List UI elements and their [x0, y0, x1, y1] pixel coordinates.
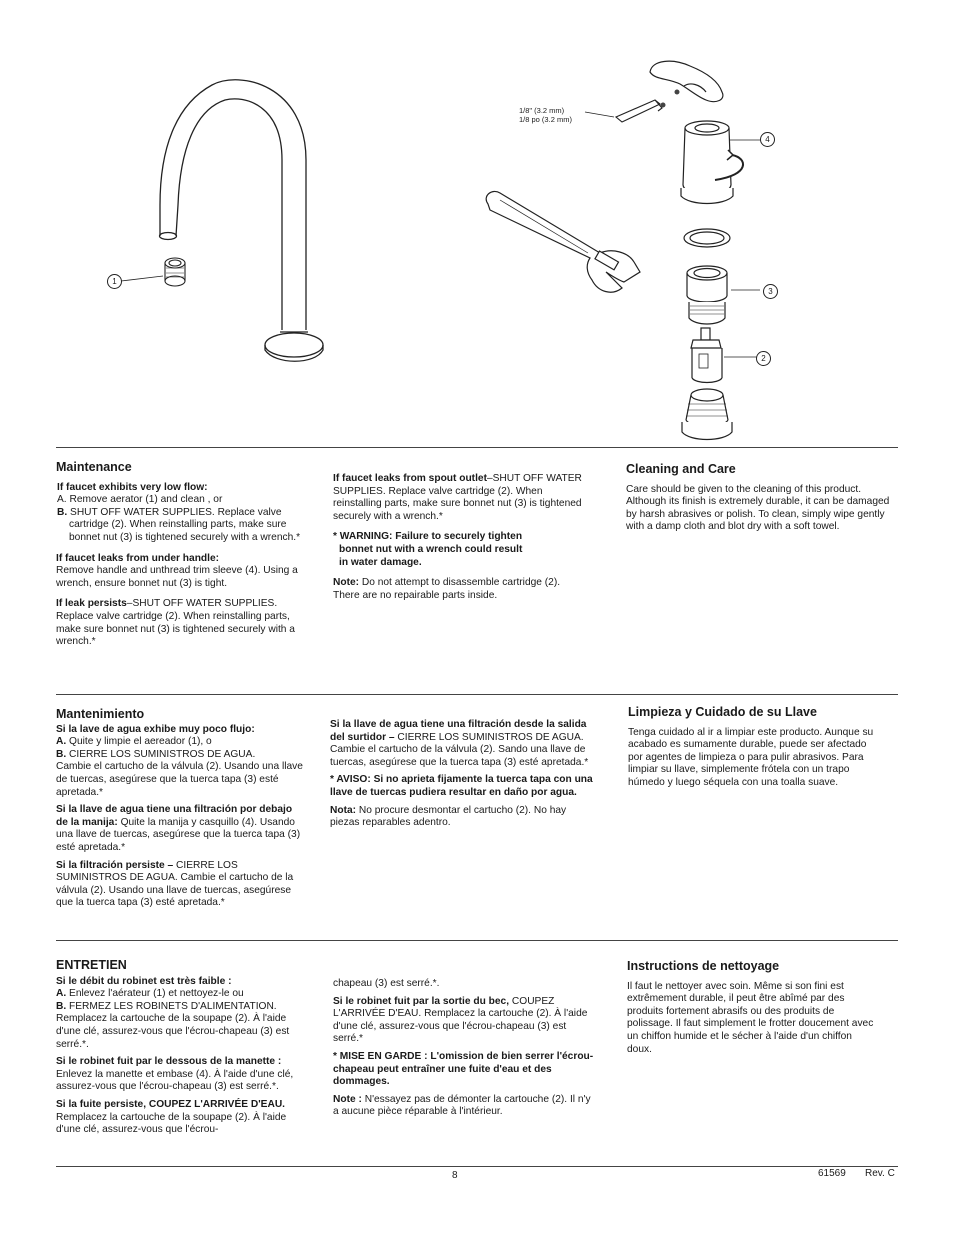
- fr-handle-title: Si le robinet fuit par le dessous de la manette :: [56, 1056, 282, 1068]
- es-warning: * AVISO: Si no aprieta fijamente la tuerca tapa con una llave de tuercas pudiera resultar en daño por agua.: [330, 774, 593, 798]
- doc-number: 61569: [818, 1168, 846, 1179]
- en-low-flow-b-text: SHUT OFF WATER SUPPLIES. Replace valve: [70, 506, 282, 518]
- en-care-column: [626, 463, 898, 540]
- callout-3: 3: [763, 284, 778, 299]
- aerator-illustration: [165, 258, 185, 286]
- allen-wrench-illustration: [616, 100, 662, 122]
- exploded-diagram: [0, 0, 954, 445]
- en-low-flow-b-label: B.: [57, 506, 68, 518]
- es-low-flow-title: Si la lave de agua exhibe muy poco flujo:: [56, 723, 255, 735]
- wrench-size-fr: 1/8 po (3.2 mm): [519, 114, 572, 124]
- callout-2: 2: [756, 351, 771, 366]
- fr-low-flow-b-text: FERMEZ LES ROBINETS D'ALIMENTATION.: [69, 1000, 277, 1012]
- en-maintenance-column: [56, 461, 311, 655]
- en-maintenance-heading: Maintenance: [56, 460, 132, 474]
- spout-illustration: [160, 80, 324, 361]
- page-number: 8: [452, 1170, 458, 1181]
- es-handle-title: Si la llave de agua tiene una filtración por debajo de la manija:: [56, 804, 293, 828]
- es-low-flow-a-label: A.: [56, 736, 67, 748]
- fr-spout-text: COUPEZ L'ARRIVÉE D'EAU. Remplacez la cartouche (2). À l'aide d'une clé, assurez-vous que l'écrou-chapeau (3) est serré.*: [333, 995, 588, 1045]
- en-low-flow-b-cont: cartridge (2). When reinstalling parts, make sure bonnet nut (3) is tightened securely with a wrench.*: [69, 519, 301, 543]
- callout-1: 1: [107, 274, 122, 289]
- es-low-flow-b-label: B.: [56, 748, 67, 760]
- fr-low-flow-a-label: A.: [56, 988, 67, 1000]
- divider-french: [56, 940, 898, 941]
- en-low-flow-title: If faucet exhibits very low flow:: [57, 481, 208, 493]
- fr-persist-title: Si la fuite persiste, COUPEZ L'ARRIVÉE D'EAU.: [56, 1098, 286, 1110]
- es-maintenance-heading: Mantenimiento: [56, 707, 145, 721]
- en-note-label: Note:: [333, 577, 360, 589]
- fr-maintenance-column: [56, 959, 301, 1143]
- es-spout-title: Si la llave de agua tiene una filtración desde la salida del surtidor –: [330, 719, 587, 743]
- trim-sleeve-illustration: [681, 121, 743, 204]
- fr-care-column: [627, 960, 877, 1062]
- fr-persist-text: Remplacez la cartouche de la soupape (2). À l'aide d'une clé, assurez-vous que l'écrou-: [56, 1111, 287, 1136]
- en-handle-title: If faucet leaks from under handle:: [56, 552, 220, 564]
- fr-low-flow-b-label: B.: [56, 1000, 67, 1012]
- fr-note-label: Note :: [333, 1093, 362, 1105]
- en-care-heading: Cleaning and Care: [626, 462, 736, 476]
- revision: Rev. C: [865, 1168, 895, 1179]
- en-persist-title: If leak persists: [56, 598, 127, 610]
- es-persist-text: CIERRE LOS SUMINISTROS DE AGUA. Cambie el cartucho de la válvula (2). Usando una llave de tuercas, asegúrese que la tuerca tapa (3) esté apretada.*: [56, 859, 294, 909]
- en-spout-text: –SHUT OFF WATER SUPPLIES. Replace valve cartridge (2). When reinstalling parts, make sure bonnet nut (3) is tightened securely with a wrench.*: [333, 473, 582, 522]
- en-spout-title: If faucet leaks from spout outlet: [333, 473, 487, 484]
- divider-top: [56, 447, 898, 448]
- es-care-column: [628, 706, 883, 796]
- cartridge-illustration: [691, 328, 722, 383]
- es-note-text: No procure desmontar el cartucho (2). No hay piezas reparables adentro.: [330, 804, 567, 829]
- es-low-flow-b-text: CIERRE LOS SUMINISTROS DE AGUA.: [69, 748, 256, 760]
- en-warning-line2: bonnet nut with a wrench could result: [339, 543, 523, 555]
- fr-care-heading: Instructions de nettoyage: [627, 959, 780, 973]
- es-care-heading: Limpieza y Cuidado de su Llave: [628, 705, 817, 719]
- es-care-text: Tenga cuidado al ir a limpiar este producto. Aunque su acabado es sumamente durable, puede ser afectado por agentes de limpieza o para pulir abrasivos. Para limpiar su llave, simplemente frótela con un trapo húmedo y luego séquela con una toalla suave.: [628, 726, 874, 788]
- en-middle-column: [333, 473, 588, 608]
- fr-low-flow-title: Si le débit du robinet est très faible :: [56, 975, 232, 987]
- en-handle-text: Remove handle and unthread trim sleeve (4). Using a wrench, ensure bonnet nut (3) is tight.: [56, 565, 298, 589]
- es-spout-text: CIERRE LOS SUMINISTROS DE AGUA. Cambie el cartucho de la válvula (2). Sando una llave de tuercas, asegúrese que la tuerca tapa (3) esté apretada.*: [330, 731, 589, 768]
- en-low-flow-a: A. Remove aerator (1) and clean , or: [57, 494, 223, 506]
- es-persist-title: Si la filtración persiste –: [56, 859, 174, 871]
- en-warning-line3: in water damage.: [339, 556, 422, 568]
- o-ring-illustration: [684, 229, 730, 247]
- diagram-art: [0, 0, 954, 445]
- valve-body-illustration: [682, 389, 732, 440]
- bonnet-nut-illustration: [687, 266, 727, 324]
- handle-illustration: [650, 61, 723, 101]
- divider-spanish: [56, 694, 898, 695]
- fr-care-text: Il faut le nettoyer avec soin. Même si son fini est extrêmement durable, il peut être abîmé par des produits fortement abrasifs ou des produits de polissage. Il faut simplement le frotter doucement avec un chiffon humide et le sécher à l'aide d'un chiffon doux.: [627, 980, 874, 1055]
- es-low-flow-b-cont: Cambie el cartucho de la válvula (2). Usando una llave de tuercas, asegúrese que la tuerca tapa (3) esté apretada.*: [56, 761, 303, 798]
- en-persist-text: –SHUT OFF WATER SUPPLIES. Replace valve cartridge (2). When reinstalling parts, make sure bonnet nut (3) is tightened securely with a wrench.*: [56, 598, 295, 648]
- wrench-illustration: [486, 191, 640, 292]
- callout-4: 4: [760, 132, 775, 147]
- fr-maintenance-heading: ENTRETIEN: [56, 958, 127, 972]
- es-handle-text: Quite la manija y casquillo (4). Usando una llave de tuercas, asegúrese que la tuerca tapa (3) esté apretada.*: [56, 816, 301, 853]
- fr-low-flow-b-cont: Remplacez la cartouche de la soupape (2). À l'aide d'une clé, assurez-vous que l'écrou-chapeau (3) est serré.*.: [56, 1013, 290, 1050]
- es-note-label: Nota:: [330, 804, 357, 816]
- fr-middle-column: [333, 978, 598, 1125]
- en-care-text: Care should be given to the cleaning of this product. Although its finish is extremely durable, it can be damaged by harsh abrasives or polish. To clean, simply wipe gently with a damp cloth and blot dry with a soft towel.: [626, 483, 890, 533]
- fr-warning: * MISE EN GARDE : L'omission de bien serrer l'écrou-chapeau peut entraîner une fuite d'eau et des dommages.: [333, 1050, 594, 1088]
- allen-wrench-size-label: [519, 107, 572, 124]
- fr-spout-title: Si le robinet fuit par la sortie du bec,: [333, 995, 510, 1007]
- fr-handle-text: Enlevez la manette et embase (4). À l'aide d'une clé, assurez-vous que l'écrou-chapeau (3) est serré.*.: [56, 1068, 294, 1093]
- es-maintenance-column: [56, 708, 306, 916]
- es-middle-column: [330, 719, 595, 836]
- divider-footer: [56, 1166, 898, 1167]
- en-warning-line1: * WARNING: Failure to securely tighten: [333, 531, 523, 543]
- fr-continued-text: chapeau (3) est serré.*.: [333, 978, 440, 989]
- wrench-size-en: 1/8" (3.2 mm): [519, 106, 565, 115]
- es-low-flow-a-text: Quite y limpie el aereador (1), o: [69, 736, 212, 748]
- fr-low-flow-a-text: Enlevez l'aérateur (1) et nettoyez-le ou: [69, 988, 244, 1000]
- fr-note-text: N'essayez pas de démonter la cartouche (2). Il n'y a aucune pièce réparable à l'intérieur.: [333, 1093, 591, 1118]
- en-note-text: Do not attempt to disassemble cartridge (2). There are no repairable parts inside.: [333, 577, 561, 601]
